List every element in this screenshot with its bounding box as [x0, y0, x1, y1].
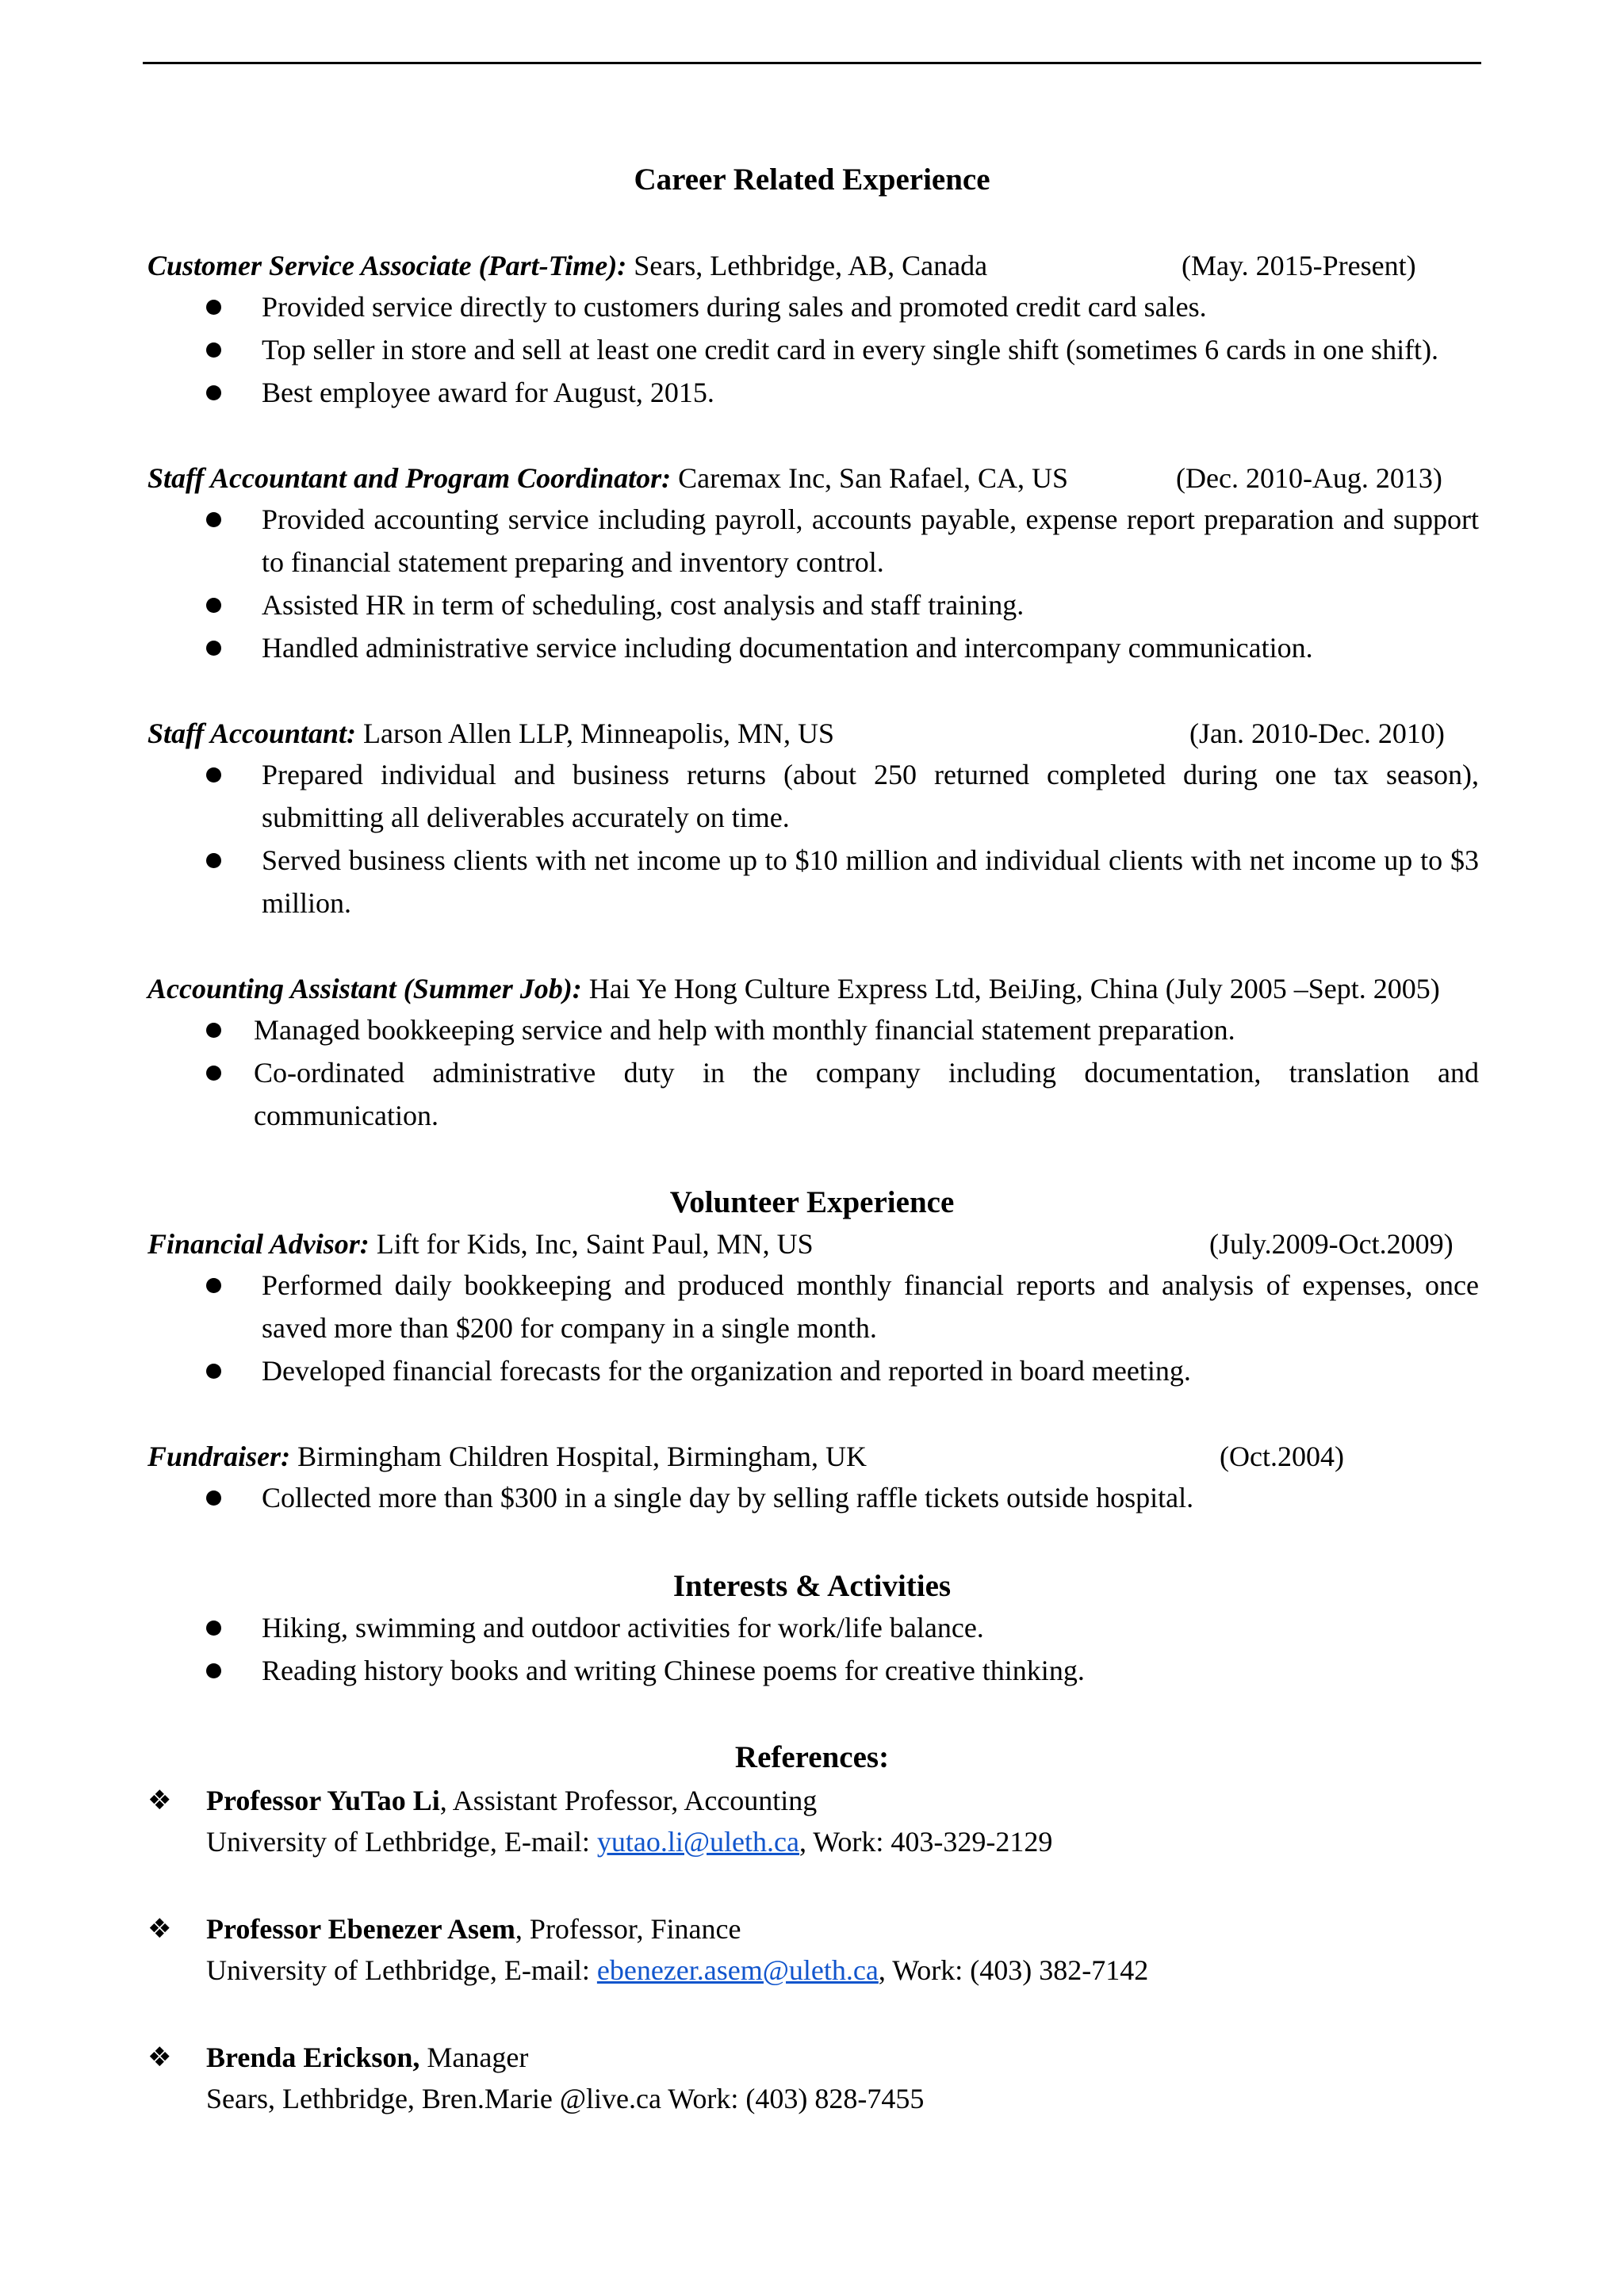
bullet-dot: [206, 767, 221, 783]
job-header: [147, 714, 834, 753]
job-bullet: Managed bookkeeping service and help with monthly financial statement preparation.: [254, 1014, 1235, 1046]
volunteer-org: Lift for Kids, Inc, Saint Paul, MN, US: [369, 1228, 814, 1260]
diamond-bullet-icon: ❖: [147, 2042, 172, 2073]
reference-name: Professor YuTao Li: [206, 1785, 440, 1816]
job-bullet: Assisted HR in term of scheduling, cost analysis and staff training.: [262, 589, 1025, 621]
job-org: Hai Ye Hong Culture Express Ltd, BeiJing, China (July 2005 –Sept. 2005): [581, 973, 1440, 1004]
reference-email-link[interactable]: yutao.li@uleth.ca: [596, 1826, 799, 1858]
volunteer-date: (Oct.2004): [1220, 1441, 1344, 1472]
bullet-dot: [206, 1278, 221, 1293]
job-bullet: Top seller in store and sell at least one credit card in every single shift (sometimes 6 cards in one shift).: [262, 334, 1439, 365]
reference-title: Manager: [419, 2042, 529, 2073]
reference-phone: , Work: 403-329-2129: [799, 1826, 1053, 1858]
job-bullet: Served business clients with net income up to $10 million and individual clients with net income up to $3 million.: [262, 844, 1479, 919]
bullet-dot: [206, 853, 221, 868]
job-date: (May. 2015-Present): [1182, 250, 1416, 281]
job-role: Accounting Assistant (Summer Job):: [147, 973, 582, 1004]
reference-title: , Assistant Professor, Accounting: [439, 1785, 818, 1816]
bullet-dot: [206, 385, 221, 400]
reference-title-line: [206, 2038, 528, 2077]
job-bullet: Provided accounting service including payroll, accounts payable, expense report preparation and support to financial statement preparing and inventory control.: [262, 503, 1479, 578]
diamond-bullet-icon: ❖: [147, 1785, 172, 1816]
reference-title-line: [206, 1909, 741, 1949]
bullet-dot: [206, 1663, 221, 1678]
bullet-dot: [206, 1023, 221, 1038]
reference-phone: , Work: (403) 382-7142: [878, 1954, 1149, 1986]
volunteer-role: Financial Advisor:: [147, 1228, 370, 1260]
reference-contact-line: [206, 1822, 1052, 1862]
volunteer-header: [147, 1437, 867, 1476]
reference-title-line: [206, 1781, 817, 1820]
bullet-dot: [206, 342, 221, 358]
reference-contact: University of Lethbridge, E-mail:: [206, 1826, 597, 1858]
job-role: Staff Accountant:: [147, 718, 357, 749]
bullet-dot: [206, 598, 221, 613]
job-date: (Jan. 2010-Dec. 2010): [1189, 718, 1445, 749]
job-bullet: Prepared individual and business returns (about 250 returned completed during one tax season), submitting all deliverables accurately on time.: [262, 759, 1479, 833]
reference-name: Brenda Erickson,: [206, 2042, 420, 2073]
volunteer-header: [147, 1224, 814, 1264]
top-rule: [143, 62, 1481, 64]
volunteer-bullet: Developed financial forecasts for the organization and reported in board meeting.: [262, 1355, 1191, 1387]
job-org: Sears, Lethbridge, AB, Canada: [626, 250, 988, 281]
job-header: [147, 969, 1440, 1008]
job-bullet: Best employee award for August, 2015.: [262, 377, 714, 408]
reference-email-link[interactable]: ebenezer.asem@uleth.ca: [596, 1954, 879, 1986]
diamond-bullet-icon: ❖: [147, 1913, 172, 1945]
interest-item: Reading history books and writing Chinese poems for creative thinking.: [262, 1655, 1085, 1686]
job-header: [147, 458, 1068, 498]
bullet-dot: [206, 1364, 221, 1379]
volunteer-bullet: Collected more than $300 in a single day by selling raffle tickets outside hospital.: [262, 1482, 1194, 1513]
reference-title: , Professor, Finance: [515, 1913, 741, 1945]
job-org: Caremax Inc, San Rafael, CA, US: [671, 462, 1069, 494]
section-heading-interests: Interests & Activities: [672, 1569, 952, 1603]
section-heading-career: Career Related Experience: [634, 163, 990, 197]
job-bullet: Co-ordinated administrative duty in the company including documentation, translation and communication.: [254, 1057, 1479, 1131]
job-org: Larson Allen LLP, Minneapolis, MN, US: [356, 718, 835, 749]
job-bullet: Provided service directly to customers during sales and promoted credit card sales.: [262, 291, 1207, 323]
job-role: Staff Accountant and Program Coordinator:: [147, 462, 672, 494]
interest-item: Hiking, swimming and outdoor activities for work/life balance.: [262, 1612, 984, 1644]
reference-name: Professor Ebenezer Asem: [206, 1913, 515, 1945]
bullet-dot: [206, 512, 221, 527]
job-bullet: Handled administrative service including documentation and intercompany communication.: [262, 632, 1313, 664]
bullet-dot: [206, 300, 221, 315]
reference-contact-line: Sears, Lethbridge, Bren.Marie @live.ca Work: (403) 828-7455: [206, 2083, 925, 2114]
bullet-dot: [206, 1621, 221, 1636]
section-heading-references: References:: [734, 1740, 890, 1774]
bullet-dot: [206, 641, 221, 656]
bullet-dot: [206, 1490, 221, 1506]
reference-contact: University of Lethbridge, E-mail:: [206, 1954, 597, 1986]
volunteer-bullet: Performed daily bookkeeping and produced monthly financial reports and analysis of expenses, once saved more than $200 for company in a single month.: [262, 1269, 1479, 1344]
bullet-dot: [206, 1066, 221, 1081]
job-role: Customer Service Associate (Part-Time):: [147, 250, 627, 281]
volunteer-date: (July.2009-Oct.2009): [1209, 1228, 1454, 1260]
job-header: [147, 246, 987, 285]
volunteer-org: Birmingham Children Hospital, Birmingham, UK: [290, 1441, 868, 1472]
job-date: (Dec. 2010-Aug. 2013): [1176, 462, 1442, 494]
volunteer-role: Fundraiser:: [147, 1441, 291, 1472]
section-heading-volunteer: Volunteer Experience: [669, 1185, 955, 1219]
reference-contact-line: [206, 1950, 1148, 1990]
